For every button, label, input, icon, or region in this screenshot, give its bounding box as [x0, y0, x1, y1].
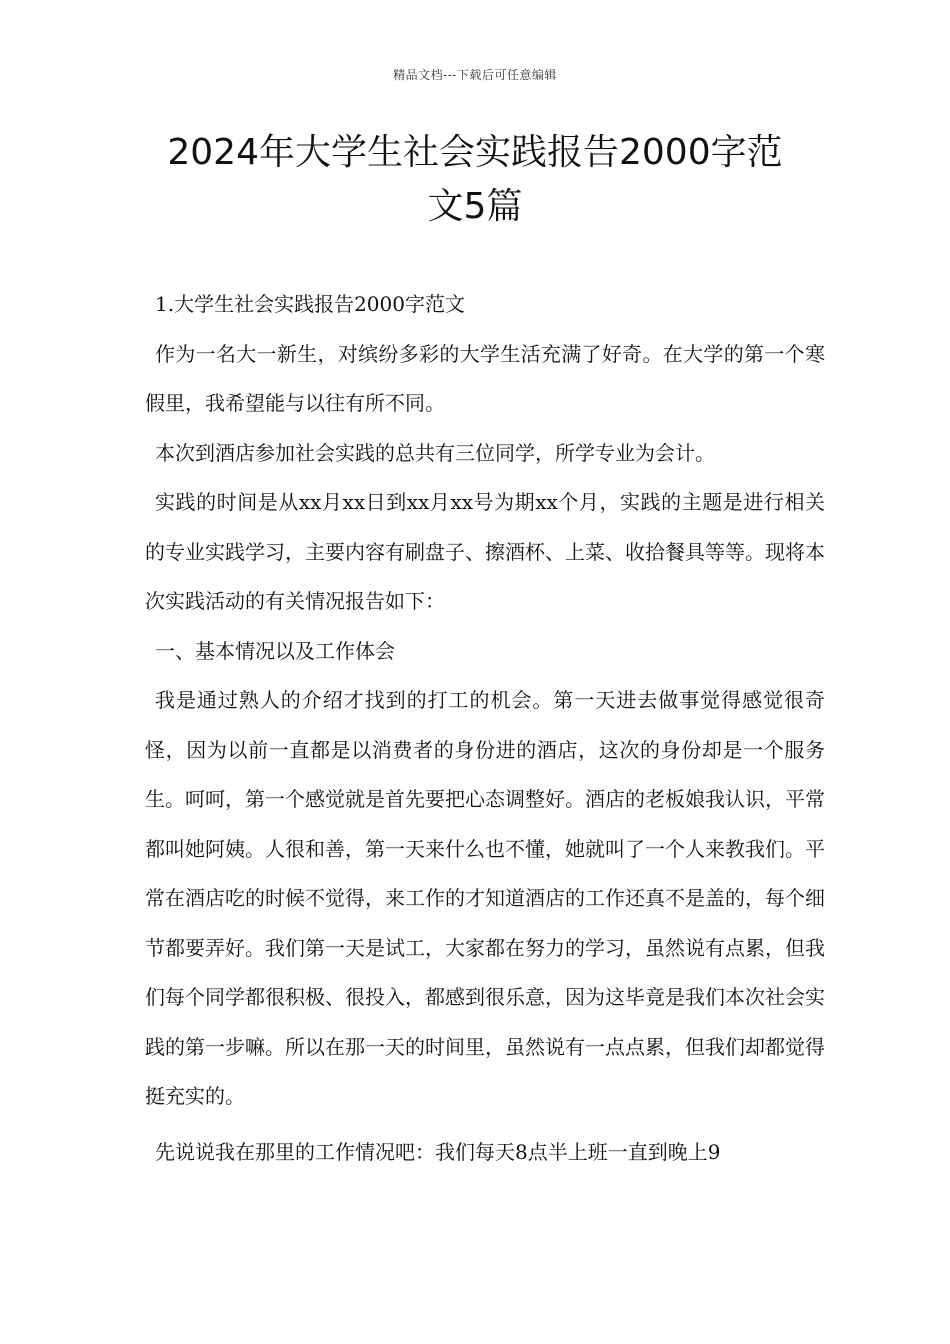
paragraph: 先说说我在那里的工作情况吧：我们每天8点半上班一直到晚上9 [155, 1139, 721, 1164]
header-note: 精品文档---下载后可任意编辑 [393, 68, 557, 82]
document-body [145, 280, 825, 1177]
paragraph: 作为一名大一新生，对缤纷多彩的大学生活充满了好奇。在大学的第一个寒假里，我希望能与以往有所不同。 [145, 341, 825, 415]
document-title-line-2: 文5篇 [427, 186, 523, 227]
subsection-heading: 一、基本情况以及工作体会 [155, 638, 395, 663]
paragraph: 实践的时间是从xx月xx日到xx月xx号为期xx个月，实践的主题是进行相关的专业实践学习，主要内容有刷盘子、擦酒杯、上菜、收拾餐具等等。现将本次实践活动的有关情况报告如下： [145, 490, 825, 613]
paragraph: 我是通过熟人的介绍才找到的打工的机会。第一天进去做事觉得感觉很奇怪，因为以前一直都是以消费者的身份进的酒店，这次的身份却是一个服务生。呵呵，第一个感觉就是首先要把心态调整好。酒店的老板娘我认识，平常都叫她阿姨。人很和善，第一天来什么也不懂，她就叫了一个人来教我们。平常在酒店吃的时候不觉得，来工作的才知道酒店的工作还真不是盖的，每个细节都要弄好。我们第一天是试工，大家都在努力的学习，虽然说有点累，但我们每个同学都很积极、很投入，都感到很乐意，因为这毕竟是我们本次社会实践的第一步嘛。所以在那一天的时间里，虽然说有一点点累，但我们却都觉得挺充实的。 [145, 688, 825, 1108]
section-heading: 1.大学生社会实践报告2000字范文 [155, 292, 465, 316]
paragraph: 本次到酒店参加社会实践的总共有三位同学，所学专业为会计。 [155, 440, 715, 465]
document-title [120, 126, 830, 234]
document-title-line-1: 2024年大学生社会实践报告2000字范 [167, 132, 783, 173]
